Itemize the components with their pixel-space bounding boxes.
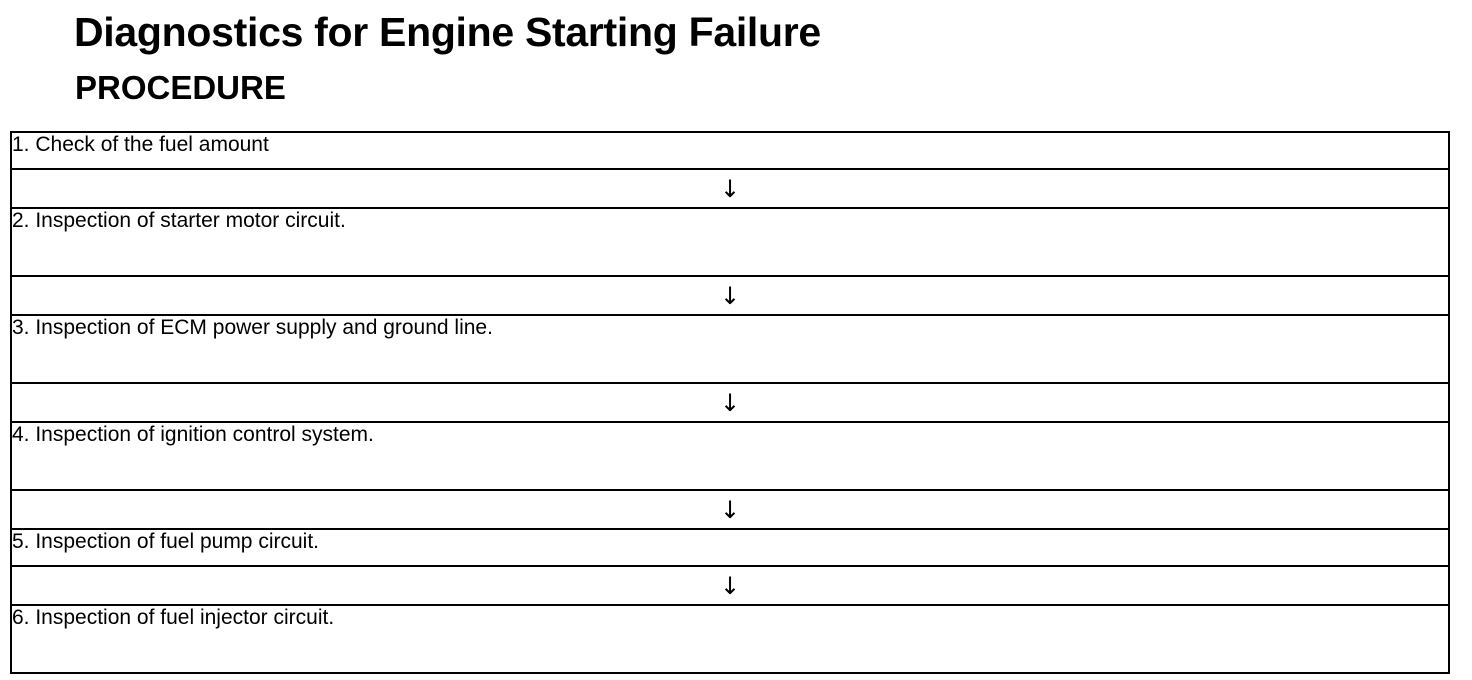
procedure-step-row [11,315,1449,383]
procedure-step-row [11,208,1449,276]
procedure-step-label: 4. Inspection of ignition control system. [12,423,374,446]
down-arrow-icon: ↓ [11,169,1449,208]
procedure-step-row [11,132,1449,169]
procedure-step-row [11,529,1449,566]
flow-arrow-row [11,383,1449,422]
procedure-step-row [11,422,1449,490]
procedure-step-label: 2. Inspection of starter motor circuit. [12,209,346,232]
procedure-step-label: 6. Inspection of fuel injector circuit. [12,606,335,629]
procedure-step-label: 3. Inspection of ECM power supply and ground line. [12,316,493,339]
procedure-step-cell [11,529,1449,566]
procedure-flow-table [10,131,1450,674]
down-arrow-icon: ↓ [11,566,1449,605]
down-arrow-icon: ↓ [11,383,1449,422]
procedure-step-cell [11,132,1449,169]
procedure-step-cell [11,208,1449,276]
procedure-step-cell [11,422,1449,490]
procedure-step-label: 1. Check of the fuel amount [12,133,269,156]
procedure-step-cell [11,605,1449,673]
section-heading: PROCEDURE [75,69,286,106]
procedure-step-cell [11,315,1449,383]
down-arrow-icon: ↓ [11,276,1449,315]
page-title: Diagnostics for Engine Starting Failure [74,9,821,55]
procedure-step-row [11,605,1449,673]
flow-arrow-row [11,490,1449,529]
flow-arrow-row [11,276,1449,315]
procedure-step-label: 5. Inspection of fuel pump circuit. [12,530,319,553]
down-arrow-icon: ↓ [11,490,1449,529]
flow-arrow-row [11,169,1449,208]
flow-arrow-row [11,566,1449,605]
